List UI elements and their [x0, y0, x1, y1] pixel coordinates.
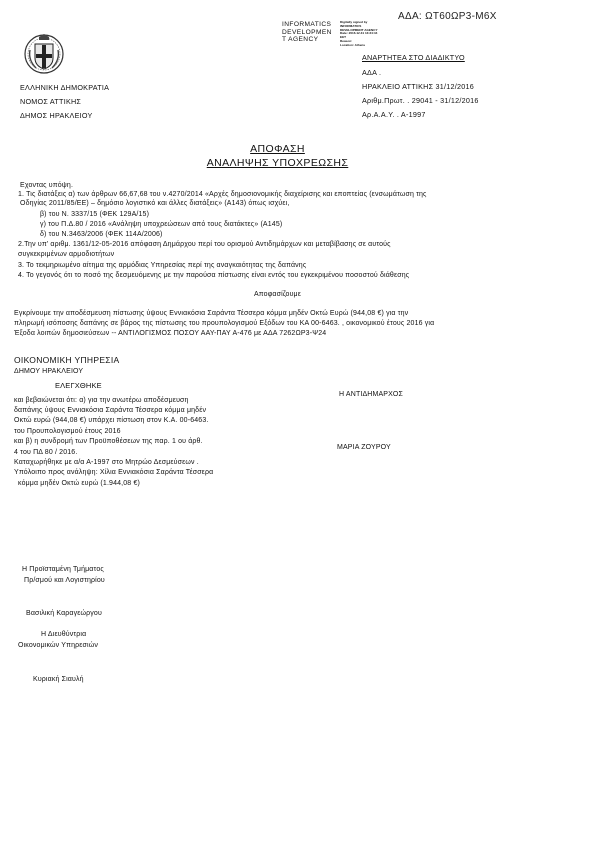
director-name: Κυριακή Σιαυλή — [33, 676, 84, 683]
head-dept-title: Η Προϊσταμένη Τμήματος — [22, 566, 104, 573]
approval-text: πληρωμή ισόποσης δαπάνης σε βάρος της πίστωσης του προυπολογισμού Εξόδων του ΚΑ 00-6463. , οικονομικού έτους 2016 για — [14, 320, 435, 327]
document-title: ΑΠΟΦΑΣΗ — [250, 143, 305, 155]
list-item: 1. Τις διατάξεις α) των άρθρων 66,67,68 του ν.4270/2014 «Αρχές δημοσιονομικής διαχείρισης και εποπτείας (ενσωμάτωση της — [18, 191, 427, 198]
meta-ada: ΑΔΑ . — [362, 68, 382, 77]
director-subtitle: Οικονομικών Υπηρεσιών — [18, 642, 98, 649]
service-title: ΟΙΚΟΝΟΜΙΚΗ ΥΠΗΡΕΣΙΑ — [14, 355, 120, 365]
list-item: γ) του Π.Δ.80 / 2016 «Ανάληψη υποχρεώσεων από τους διατάκτες» (Α145) — [40, 221, 283, 228]
approval-text: Εγκρίνουμε την αποδέσμευση πίστωσης ύψους Εννιακόσια Σαράντα Τέσσερα κόμμα μηδέν Οκτώ Ευρώ (944,08 €) για την — [14, 310, 409, 317]
verification-line: δαπάνης ύψους Εννιακόσια Σαράντα Τέσσερα κόμμα μηδέν — [14, 407, 207, 414]
deputy-mayor-title: Η ΑΝΤΙΔΗΜΑΡΧΟΣ — [339, 391, 403, 398]
list-item: 2.Την υπ' αριθμ. 1361/12-05-2016 απόφαση Δημάρχου περί του ορισμού Αντιδημάρχων και μεταβίβασης σε αυτούς — [18, 241, 391, 248]
head-dept-name: Βασιλική Καραγεώργου — [26, 610, 102, 617]
head-dept-subtitle: Πρ/σμού και Λογιστηρίου — [24, 577, 105, 584]
decision-heading: Αποφασίζουμε — [253, 291, 302, 298]
greek-coat-of-arms-emblem — [22, 30, 66, 76]
document-subtitle: ΑΝΑΛΗΨΗΣ ΥΠΟΧΡΕΩΣΗΣ — [206, 157, 349, 169]
verification-line: Υπόλοιπο προς ανάληψη: Χίλια Εννιακόσια Σαράντα Τέσσερα — [14, 469, 214, 476]
ada-code: ΑΔΑ: ΩΤ60ΩΡ3-Μ6Χ — [398, 11, 497, 22]
verification-line: και βεβαιώνεται ότι: α) για την ανωτέρω αποδέσμευση — [14, 397, 189, 404]
verification-line: 4 του ΠΔ 80 / 2016. — [14, 449, 78, 456]
list-item: 3. Το τεκμηριωμένο αίτημα της αρμόδιας Υπηρεσίας περί της αναγκαιότητας της δαπάνης — [18, 262, 307, 269]
list-item: 4. Το γεγονός ότι το ποσό της δεσμευόμενης με την παρούσα πίστωσης είναι εντός του εγκεκριμένου ποσοστού διάθεσης — [18, 272, 410, 279]
header-prefecture: ΝΟΜΟΣ ΑΤΤΙΚΗΣ — [20, 97, 82, 106]
meta-protocol: Αριθμ.Πρωτ. . 29041 - 31/12/2016 — [362, 96, 479, 105]
deputy-mayor-name: ΜΑΡΙΑ ΖΟΥΡΟΥ — [337, 444, 391, 451]
informatics-agency-label: INFORMATICS DEVELOPMEN T AGENCY — [282, 21, 332, 44]
verification-line: Καταχωρήθηκε με α/α Α-1997 στο Μητρώο Δεσμεύσεων . — [14, 459, 199, 466]
posting-notice: ΑΝΑΡΤΗΤΕΑ ΣΤΟ ΔΙΑΔΙΚΤΥΟ — [362, 53, 465, 62]
verification-line: Οκτώ ευρώ (944,08 €) υπάρχει πίστωση στον Κ.Α. 00-6463. — [14, 417, 209, 424]
meta-date: ΗΡΑΚΛΕΙΟ ΑΤΤΙΚΗΣ 31/12/2016 — [362, 82, 475, 91]
list-item: β) του Ν. 3337/15 (ΦΕΚ 129Α/15) — [40, 211, 150, 218]
header-municipality: ΔΗΜΟΣ ΗΡΑΚΛΕΙΟΥ — [20, 111, 93, 120]
director-title: Η Διευθύντρια — [41, 631, 87, 638]
list-item: συγκεκριμένων αρμοδιοτήτων — [18, 251, 115, 258]
checked-label: ΕΛΕΓΧΘΗΚΕ — [55, 381, 102, 390]
preamble: Εχοντας υπόψη. — [20, 182, 74, 189]
service-municipality: ΔΗΜΟΥ ΗΡΑΚΛΕΙΟΥ — [14, 368, 84, 375]
list-item: Οδηγίας 2011/85/ΕΕ) – δημόσιο λογιστικό και άλλες διατάξεις» (Α143) όπως ισχύει, — [20, 200, 290, 207]
digital-signature-block: Digitally signed by INFORMATICS DEVELOPMENT AGENCY Date: 2016.12.31 13:34:44 EET Reason: Location: Athens — [340, 20, 378, 47]
list-item: δ) του Ν.3463/2006 (ΦΕΚ 114Α/2006) — [40, 231, 163, 238]
verification-line: του Προυπολογισμού έτους 2016 — [14, 428, 121, 435]
meta-aay: Αρ.Α.Α.Υ. . Α-1997 — [362, 110, 426, 119]
verification-line: και β) η συνδρομή των Προϋποθέσεων της παρ. 1 ου άρθ. — [14, 438, 203, 445]
verification-line: κόμμα μηδέν Οκτώ ευρώ (1.944,08 €) — [18, 480, 140, 487]
header-republic: ΕΛΛΗΝΙΚΗ ΔΗΜΟΚΡΑΤΙΑ — [20, 83, 110, 92]
approval-text: Έξοδα λοιπών δημοσιεύσεων -- ΑΝΤΙΛΟΓΙΣΜΟΣ ΠΟΣΟΥ ΑΑΥ-ΠΑΥ Α-476 με ΑΔΑ 7262ΩΡ3-Ψ24 — [14, 330, 327, 337]
